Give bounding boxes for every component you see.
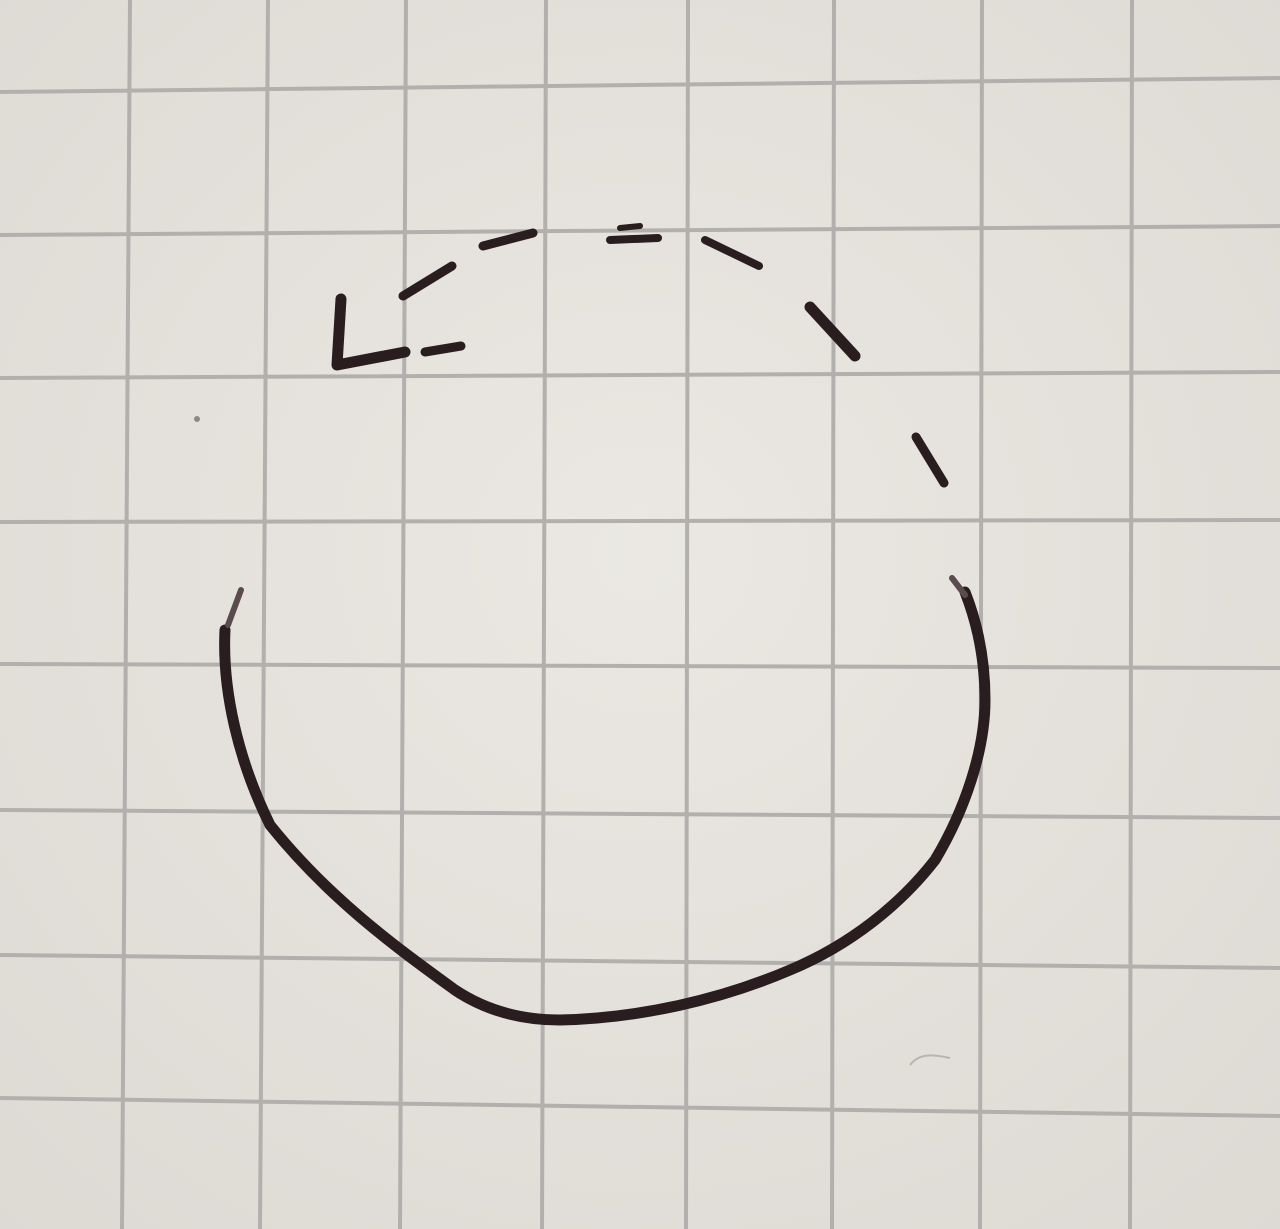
grid-line <box>980 0 982 1229</box>
paper-speck <box>194 416 200 422</box>
grid-line <box>832 0 834 1229</box>
corner-mark-dot <box>425 346 461 352</box>
dash-3 <box>610 238 658 240</box>
grid-line <box>686 0 688 1229</box>
dash-3b <box>620 226 640 228</box>
grid-line <box>0 520 1280 522</box>
grid-line <box>1130 0 1132 1229</box>
